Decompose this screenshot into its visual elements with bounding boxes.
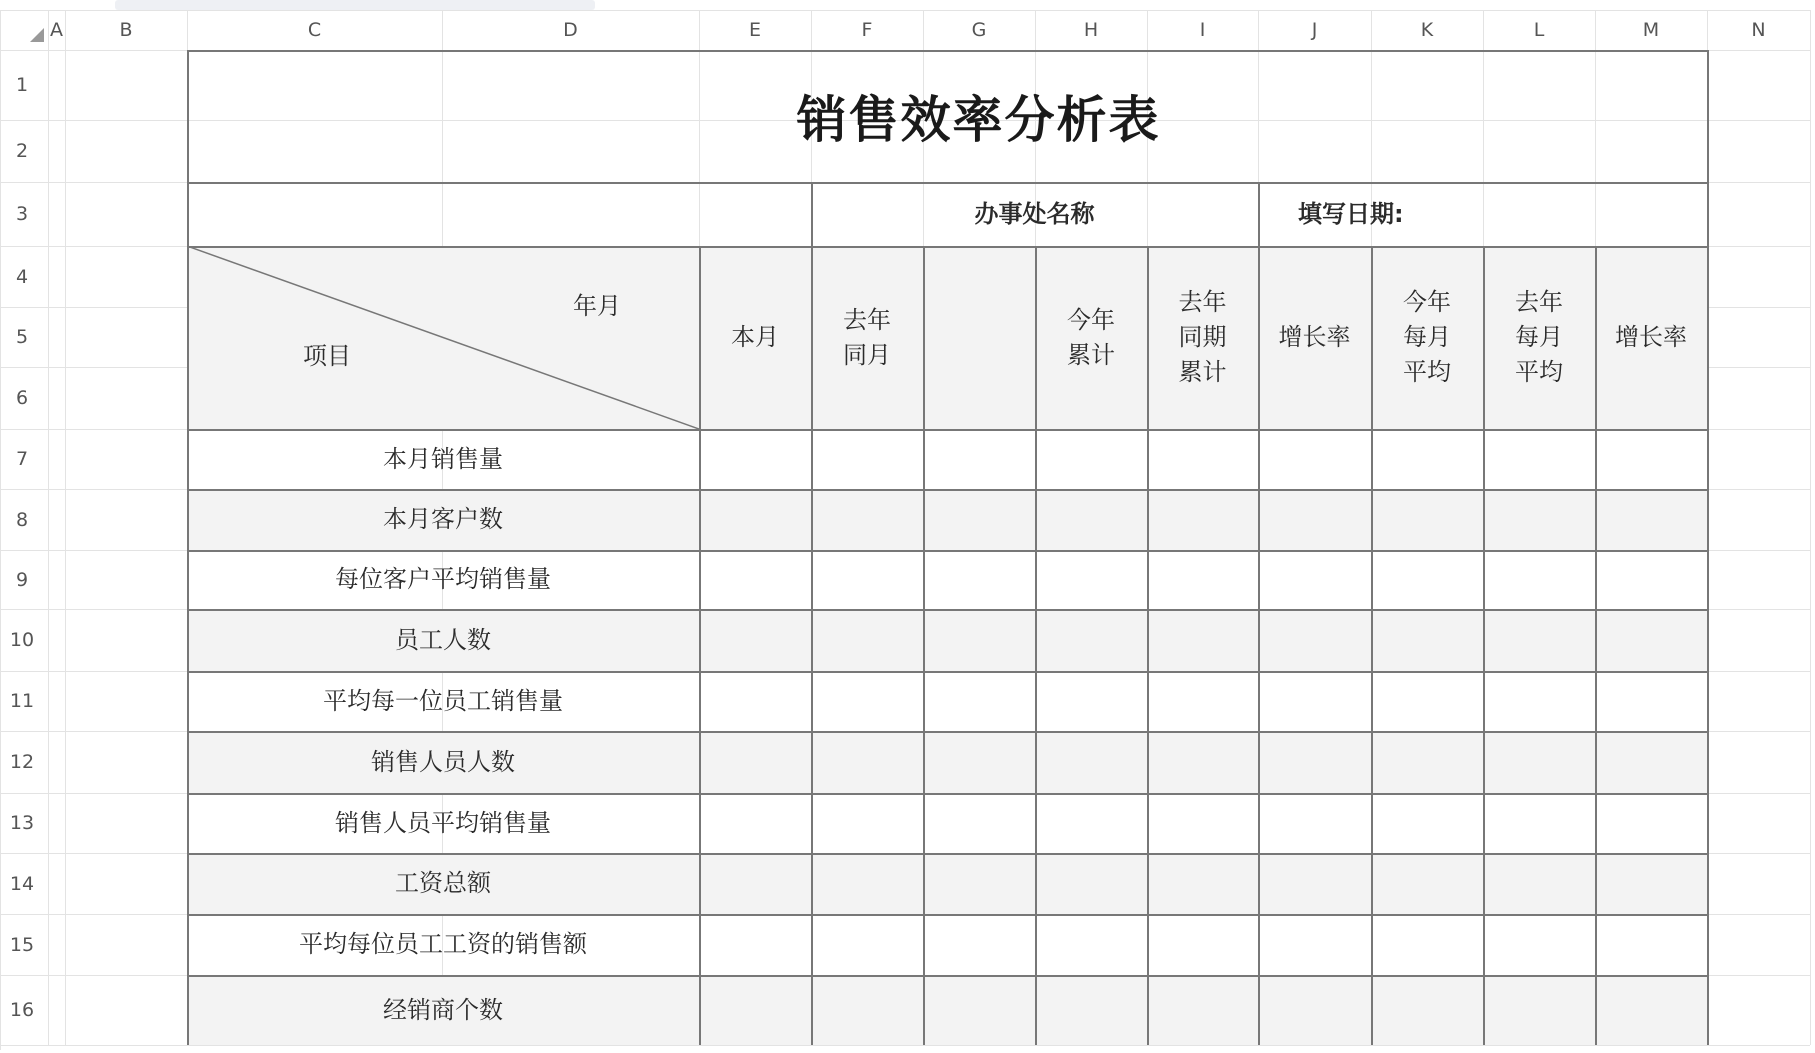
column-header-c[interactable]: C: [307, 19, 322, 41]
header-cell-i[interactable]: 去年 同期 累计: [1178, 288, 1227, 386]
data-cell[interactable]: [923, 609, 1035, 671]
border-line: [187, 793, 1707, 795]
border-line: [811, 246, 813, 1045]
data-cell[interactable]: [1483, 853, 1595, 914]
item-label[interactable]: 销售人员平均销售量: [335, 808, 551, 837]
data-cell[interactable]: [1258, 914, 1371, 975]
item-label[interactable]: 经销商个数: [383, 995, 503, 1024]
row-header-10[interactable]: 10: [9, 629, 35, 651]
data-cell[interactable]: [923, 853, 1035, 914]
data-cell[interactable]: [1258, 793, 1371, 853]
data-cell[interactable]: [1595, 489, 1707, 550]
border-line: [187, 246, 1707, 248]
row-header-4[interactable]: 4: [15, 265, 29, 288]
column-header-l[interactable]: L: [1533, 19, 1545, 41]
data-cell[interactable]: [811, 671, 923, 731]
data-cell[interactable]: [1147, 550, 1258, 609]
data-cell[interactable]: [1371, 731, 1483, 793]
data-cell[interactable]: [1483, 914, 1595, 975]
item-label[interactable]: 销售人员人数: [371, 747, 515, 776]
column-header-g[interactable]: G: [971, 19, 987, 41]
row-header-12[interactable]: 12: [9, 751, 35, 773]
data-cell[interactable]: [811, 609, 923, 671]
border-line: [187, 731, 1707, 733]
data-cell[interactable]: [699, 975, 811, 1045]
data-cell[interactable]: [1371, 671, 1483, 731]
data-cell[interactable]: [1258, 975, 1371, 1045]
data-cell[interactable]: [699, 914, 811, 975]
row-header-16[interactable]: 16: [9, 999, 35, 1021]
row-header-11[interactable]: 11: [9, 690, 35, 712]
data-cell[interactable]: [1035, 914, 1147, 975]
data-cell[interactable]: [1035, 671, 1147, 731]
border-line: [187, 50, 1707, 52]
data-cell[interactable]: [1147, 671, 1258, 731]
border-line: [187, 914, 1707, 916]
item-label[interactable]: 平均每一位员工销售量: [323, 686, 563, 715]
top-scroll-hint: [115, 0, 595, 10]
header-cell-f[interactable]: 去年 同月: [843, 305, 891, 369]
item-label[interactable]: 本月客户数: [383, 505, 503, 533]
data-cell[interactable]: [1035, 853, 1147, 914]
data-cell[interactable]: [811, 429, 923, 489]
column-header-n[interactable]: N: [1751, 19, 1766, 41]
data-cell[interactable]: [923, 429, 1035, 489]
row-header-13[interactable]: 13: [9, 812, 35, 834]
data-cell[interactable]: [1147, 731, 1258, 793]
row-header-9[interactable]: 9: [15, 568, 29, 591]
border-line: [1483, 246, 1485, 1045]
data-cell[interactable]: [1371, 429, 1483, 489]
data-cell[interactable]: [811, 975, 923, 1045]
border-line: [699, 246, 701, 1045]
row-header-15[interactable]: 15: [9, 933, 35, 956]
row-header-1[interactable]: 1: [15, 74, 29, 96]
border-line: [187, 182, 1707, 184]
data-cell[interactable]: [1595, 914, 1707, 975]
data-cell[interactable]: [699, 429, 811, 489]
data-cell[interactable]: [1147, 975, 1258, 1045]
data-cell[interactable]: [1035, 731, 1147, 793]
border-line: [187, 975, 1707, 977]
data-cell[interactable]: [1595, 731, 1707, 793]
data-cell[interactable]: [1147, 429, 1258, 489]
border-line: [187, 489, 1707, 491]
border-line: [1035, 246, 1037, 1045]
data-cell[interactable]: [923, 489, 1035, 550]
column-header-h[interactable]: H: [1083, 19, 1099, 41]
data-cell[interactable]: [923, 793, 1035, 853]
data-cell[interactable]: [1147, 609, 1258, 671]
data-cell[interactable]: [923, 731, 1035, 793]
grid-line-horizontal: [0, 1045, 1810, 1046]
data-cell[interactable]: [1595, 609, 1707, 671]
data-cell[interactable]: [1483, 975, 1595, 1045]
data-cell[interactable]: [1258, 550, 1371, 609]
data-cell[interactable]: [1035, 609, 1147, 671]
data-cell[interactable]: [1595, 853, 1707, 914]
data-cell[interactable]: [1595, 793, 1707, 853]
item-label[interactable]: 本月销售量: [383, 444, 503, 473]
column-header-e[interactable]: E: [748, 19, 761, 41]
border-line: [1147, 246, 1149, 1045]
diagonal-header-line: [187, 246, 699, 429]
data-cell[interactable]: [1371, 550, 1483, 609]
item-label[interactable]: 员工人数: [395, 625, 491, 654]
data-cell[interactable]: [1258, 671, 1371, 731]
diagonal-line: [187, 246, 699, 429]
column-header-b[interactable]: B: [119, 19, 133, 41]
header-cell-h[interactable]: 今年 累计: [1067, 305, 1115, 369]
data-cell[interactable]: [811, 914, 923, 975]
data-cell[interactable]: [1595, 429, 1707, 489]
header-cell-k[interactable]: 今年 每月 平均: [1403, 288, 1451, 386]
border-line: [187, 50, 189, 1045]
border-line: [1595, 246, 1597, 1045]
data-cell[interactable]: [923, 671, 1035, 731]
data-cell[interactable]: [1147, 489, 1258, 550]
data-cell[interactable]: [1035, 550, 1147, 609]
data-cell[interactable]: [923, 914, 1035, 975]
column-header-a[interactable]: A: [50, 19, 63, 41]
data-cell[interactable]: [1483, 731, 1595, 793]
data-cell[interactable]: [699, 550, 811, 609]
data-cell[interactable]: [1483, 793, 1595, 853]
header-item: 项目: [303, 341, 351, 370]
row-header-2[interactable]: 2: [15, 140, 29, 162]
column-header-k[interactable]: K: [1420, 19, 1434, 41]
data-cell[interactable]: [1595, 550, 1707, 609]
data-cell[interactable]: [1371, 793, 1483, 853]
header-year-month: 年月: [573, 291, 621, 320]
data-cell[interactable]: [811, 550, 923, 609]
header-cell-e[interactable]: 本月: [731, 323, 779, 351]
header-cell-m[interactable]: 增长率: [1615, 323, 1687, 351]
column-header-i[interactable]: I: [1199, 19, 1206, 41]
column-header-d[interactable]: D: [563, 19, 578, 41]
column-header-j[interactable]: J: [1311, 19, 1318, 41]
data-cell[interactable]: [811, 853, 923, 914]
item-label[interactable]: 每位客户平均销售量: [335, 565, 551, 593]
data-cell[interactable]: [1371, 914, 1483, 975]
office-name-label[interactable]: 办事处名称: [974, 199, 1095, 228]
data-cell[interactable]: [1147, 793, 1258, 853]
border-line: [187, 550, 1707, 552]
data-cell[interactable]: [1258, 853, 1371, 914]
header-cell-g[interactable]: [923, 246, 1035, 429]
border-line: [1258, 182, 1260, 246]
sheet-title[interactable]: 销售效率分析表: [796, 91, 1161, 149]
border-line: [1707, 50, 1709, 1045]
data-cell[interactable]: [1483, 429, 1595, 489]
data-cell[interactable]: [1483, 550, 1595, 609]
select-all-corner[interactable]: [30, 28, 44, 42]
item-label[interactable]: 工资总额: [395, 869, 491, 897]
data-cell[interactable]: [699, 853, 811, 914]
data-cell[interactable]: [1483, 489, 1595, 550]
data-cell[interactable]: [1483, 671, 1595, 731]
header-cell-j[interactable]: 增长率: [1278, 323, 1351, 351]
data-cell[interactable]: [1371, 489, 1483, 550]
data-cell[interactable]: [811, 731, 923, 793]
border-line: [187, 609, 1707, 611]
item-label[interactable]: 平均每位员工工资的销售额: [299, 930, 587, 958]
data-cell[interactable]: [699, 609, 811, 671]
grid-line-vertical: [1810, 10, 1811, 1045]
row-header-7[interactable]: 7: [15, 448, 29, 470]
data-cell[interactable]: [1147, 914, 1258, 975]
data-cell[interactable]: [699, 489, 811, 550]
border-line: [187, 853, 1707, 855]
row-header-6[interactable]: 6: [15, 387, 29, 409]
data-cell[interactable]: [1483, 609, 1595, 671]
row-header-3[interactable]: 3: [15, 203, 29, 225]
data-cell[interactable]: [1035, 975, 1147, 1045]
data-cell[interactable]: [1371, 975, 1483, 1045]
data-cell[interactable]: [1371, 853, 1483, 914]
column-header-m[interactable]: M: [1642, 19, 1660, 41]
data-cell[interactable]: [699, 793, 811, 853]
data-cell[interactable]: [1147, 853, 1258, 914]
border-line: [187, 671, 1707, 673]
border-line: [923, 246, 925, 1045]
header-cell-l[interactable]: 去年 每月 平均: [1515, 288, 1563, 386]
data-cell[interactable]: [1258, 489, 1371, 550]
column-header-f[interactable]: F: [861, 19, 873, 41]
grid-line-vertical: [65, 10, 66, 1045]
data-cell[interactable]: [923, 550, 1035, 609]
data-cell[interactable]: [1258, 731, 1371, 793]
border-line: [1258, 246, 1260, 1045]
data-cell[interactable]: [1035, 793, 1147, 853]
border-line: [1371, 246, 1373, 1045]
data-cell[interactable]: [1595, 671, 1707, 731]
data-cell[interactable]: [699, 731, 811, 793]
fill-date-label[interactable]: 填写日期:: [1298, 199, 1404, 228]
data-cell[interactable]: [811, 793, 923, 853]
grid-line-vertical: [48, 10, 49, 1045]
border-line: [811, 182, 813, 246]
row-header-5[interactable]: 5: [15, 326, 29, 348]
row-header-8[interactable]: 8: [15, 508, 29, 531]
data-cell[interactable]: [923, 975, 1035, 1045]
data-cell[interactable]: [1258, 429, 1371, 489]
data-cell[interactable]: [1371, 609, 1483, 671]
data-cell[interactable]: [1595, 975, 1707, 1045]
row-header-14[interactable]: 14: [9, 872, 35, 895]
data-cell[interactable]: [1035, 429, 1147, 489]
data-cell[interactable]: [699, 671, 811, 731]
data-cell[interactable]: [811, 489, 923, 550]
data-cell[interactable]: [1258, 609, 1371, 671]
data-cell[interactable]: [1035, 489, 1147, 550]
border-line: [187, 429, 1707, 431]
